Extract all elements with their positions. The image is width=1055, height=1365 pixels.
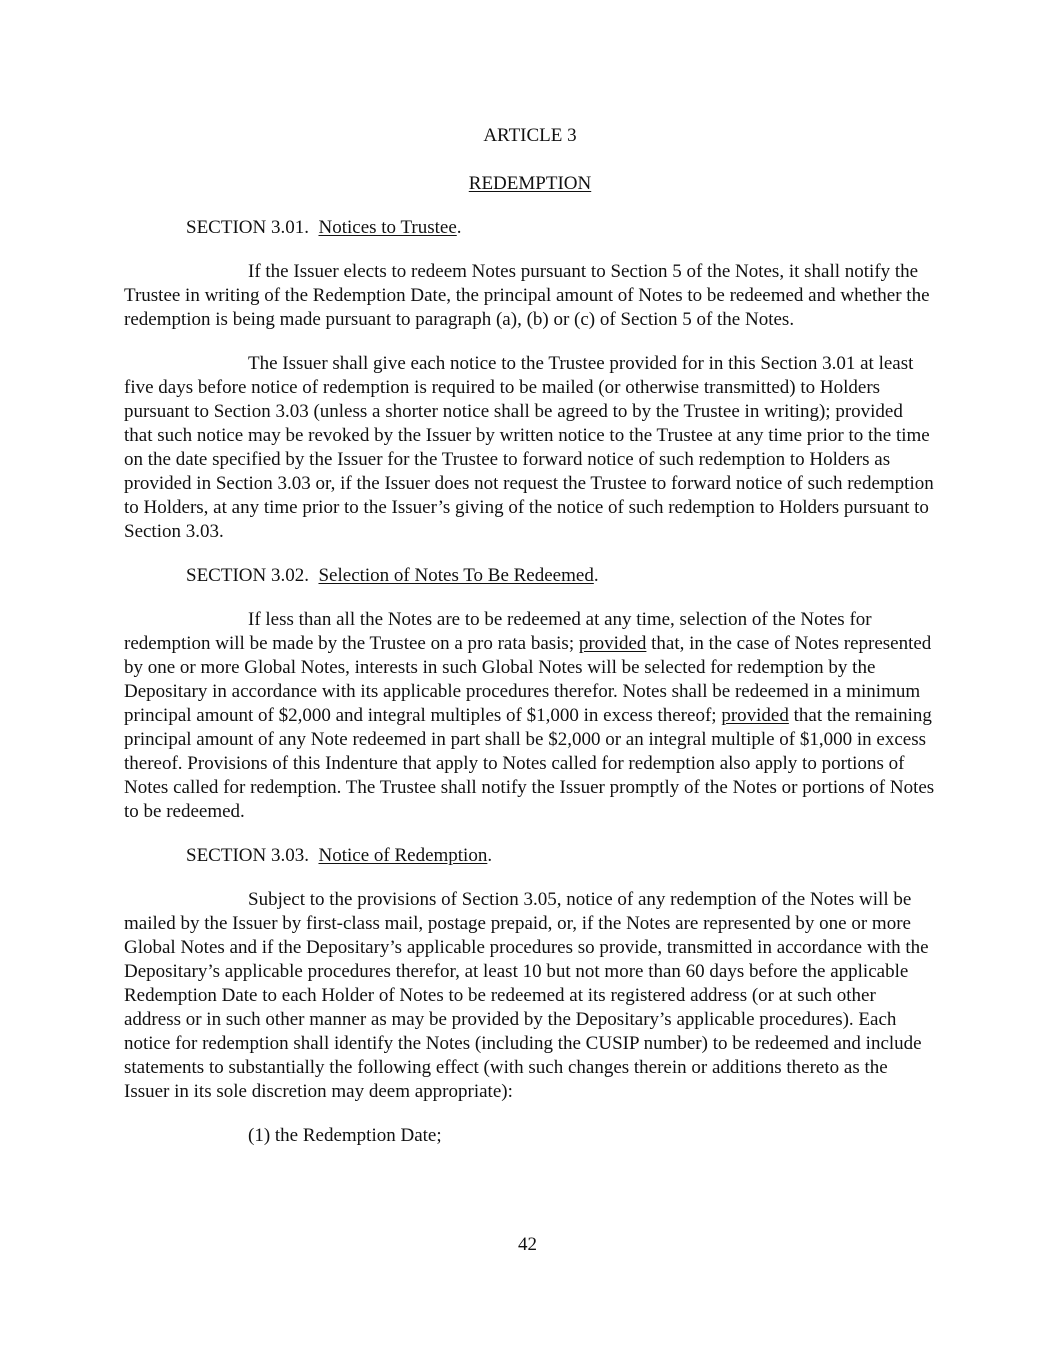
- paragraph: If the Issuer elects to redeem Notes pursuant to Section 5 of the Notes, it shall notify the Trustee in writing of the Redemption Date, the principal amount of Notes to be redeemed and whether the redemption is being made pursuant to paragraph (a), (b) or (c) of Section 5 of the Notes.: [124, 261, 930, 330]
- section-number: SECTION 3.03.: [186, 845, 309, 866]
- article-title-text: REDEMPTION: [468, 173, 592, 194]
- provided-term: provided: [578, 633, 647, 654]
- section-heading-3-02: SECTION 3.02. Selection of Notes To Be Redeemed.: [186, 565, 599, 586]
- paragraph-text: If less than all the Notes are to be redeemed at any time, selection of the Notes for redemption will be made by the Trustee on a pro rata basis;: [124, 609, 872, 654]
- article-number: ARTICLE 3: [483, 125, 577, 146]
- paragraph: The Issuer shall give each notice to the Trustee provided for in this Section 3.01 at least five days before notice of redemption is required to be mailed (or otherwise transmitted) to Holders pursuant to Section 3.03 (unless a shorter notice shall be agreed to by the Trustee in writing); provided that such notice may be revoked by the Issuer by written notice to the Trustee at any time prior to the time on the date specified by the Issuer for the Trustee to forward notice of such redemption to Holders as provided in Section 3.03 or, if the Issuer does not request the Trustee to forward notice of such redemption to Holders, at any time prior to the Issuer’s giving of the notice of such redemption to Holders pursuant to Section 3.03.: [124, 353, 934, 542]
- page-number: 42: [518, 1234, 537, 1255]
- section-title: Notice of Redemption: [318, 845, 488, 866]
- section-title: Notices to Trustee: [318, 217, 457, 238]
- section-number: SECTION 3.02.: [186, 565, 309, 586]
- document-page: [124, 124, 936, 1148]
- section-title: Selection of Notes To Be Redeemed: [318, 565, 594, 586]
- paragraph-text: that the remaining principal amount of any Note redeemed in part shall be $2,000 or an integral multiple of $1,000 in excess thereof. Provisions of this Indenture that apply to Notes called for redemption also apply to portions of Notes called for redemption. The Trustee shall notify the Issuer promptly of the Notes or portions of Notes to be redeemed.: [124, 705, 935, 822]
- paragraph: [124, 608, 936, 824]
- provided-term: provided: [721, 705, 789, 726]
- section-number: SECTION 3.01.: [186, 217, 309, 238]
- paragraph-text: that, in the case of Notes represented by one or more Global Notes, interests in such Global Notes will be selected for redemption by the Depositary in accordance with its applicable procedures therefor. Notes shall be redeemed in a minimum principal amount of $2,000 and integral multiples of $1,000 in excess thereof;: [124, 633, 932, 726]
- section-heading-3-03: SECTION 3.03. Notice of Redemption.: [186, 845, 493, 866]
- list-item: (1) the Redemption Date;: [248, 1125, 442, 1146]
- paragraph: Subject to the provisions of Section 3.05, notice of any redemption of the Notes will be mailed by the Issuer by first-class mail, postage prepaid, or, if the Notes are represented by one or more Global Notes and if the Depositary’s applicable procedures so provide, transmitted in accordance with the Depositary’s applicable procedures therefor, at least 10 but not more than 60 days before the applicable Redemption Date to each Holder of Notes to be redeemed at its registered address (or at such other address or in such other manner as may be provided by the Depositary’s applicable procedures). Each notice for redemption shall identify the Notes (including the CUSIP number) to be redeemed and include statements to substantially the following effect (with such changes therein or additions thereto as the Issuer in its sole discretion may deem appropriate):: [124, 889, 929, 1102]
- section-heading-3-01: SECTION 3.01. Notices to Trustee.: [186, 217, 462, 238]
- article-title: [124, 172, 936, 196]
